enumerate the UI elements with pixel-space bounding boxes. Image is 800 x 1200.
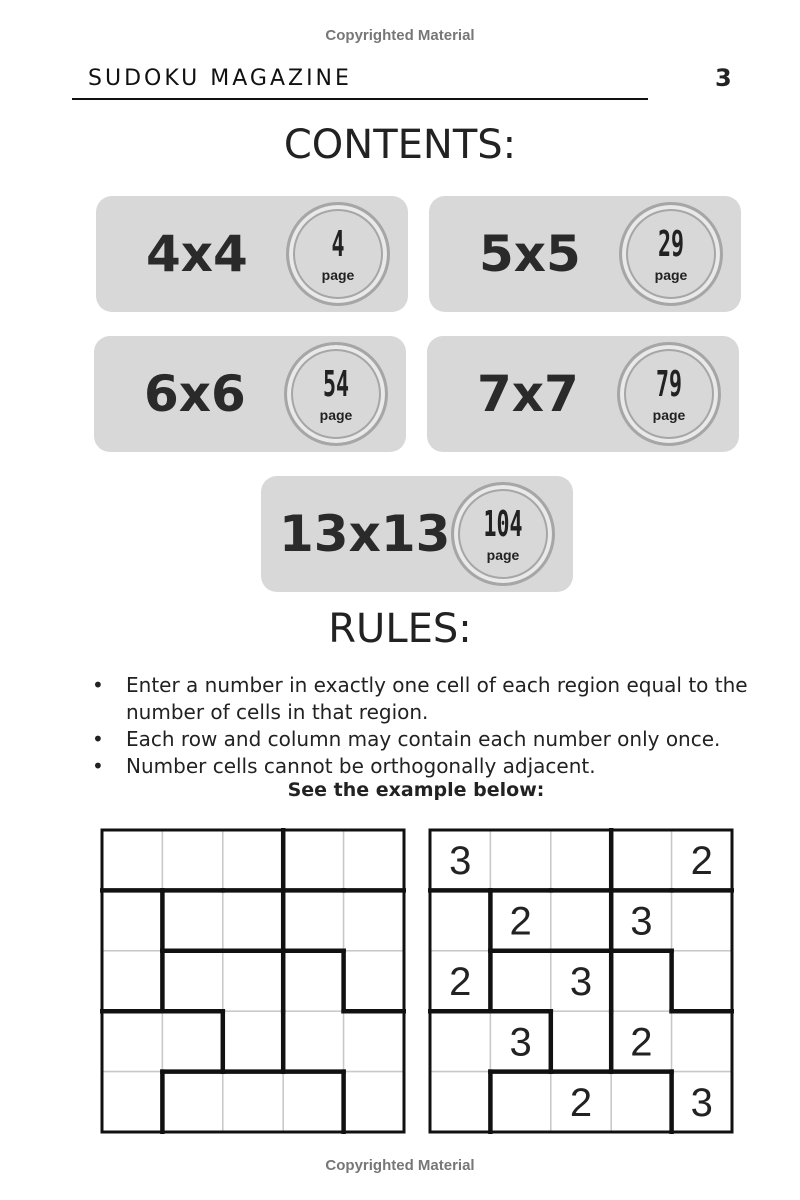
solution-digit: 2 — [630, 1020, 653, 1065]
grid-cell — [344, 1011, 404, 1071]
grid-cell — [672, 951, 732, 1011]
page-badge-label: page — [319, 407, 353, 423]
page-badge — [284, 342, 388, 446]
example-solution-grid — [428, 828, 734, 1134]
page-badge — [451, 482, 555, 586]
header-divider — [72, 98, 648, 100]
rule-text: Enter a number in exactly one cell of each region equal to the number of cells in that region. — [126, 673, 748, 724]
puzzle-size-label: 5x5 — [479, 225, 581, 283]
puzzle-size-label: 7x7 — [477, 365, 579, 423]
page-badge-label: page — [654, 267, 688, 283]
contents-item-13x13[interactable] — [261, 476, 573, 592]
grid-cell — [611, 951, 671, 1011]
rule-item — [92, 672, 752, 726]
contents-item-5x5[interactable] — [429, 196, 741, 312]
grid-cell — [283, 830, 343, 890]
rule-item — [92, 726, 752, 753]
grid-cell — [102, 1072, 162, 1132]
page-number: 3 — [715, 64, 732, 92]
contents-heading: CONTENTS: — [283, 122, 517, 168]
grid-cell — [672, 890, 732, 950]
page-badge-number: 29 — [657, 224, 685, 265]
bullet-icon: • — [92, 673, 104, 697]
grid-cell — [344, 1072, 404, 1132]
page-badge-number: 79 — [655, 364, 683, 405]
grid-cell — [283, 951, 343, 1011]
page-badge-number: 104 — [483, 504, 523, 545]
grid-cell — [162, 1072, 222, 1132]
grid-cell — [611, 1072, 671, 1132]
rule-text: Each row and column may contain each number only once. — [126, 727, 721, 751]
rules-heading: RULES: — [328, 606, 472, 652]
solution-digit: 3 — [449, 839, 472, 884]
grid-cell — [223, 951, 283, 1011]
rule-item — [92, 753, 752, 780]
grid-cell — [490, 830, 550, 890]
copyright-notice-bottom: Copyrighted Material — [325, 1157, 475, 1174]
grid-cell — [162, 830, 222, 890]
solution-digit: 3 — [509, 1020, 532, 1065]
grid-cell — [162, 951, 222, 1011]
grid-cell — [223, 830, 283, 890]
grid-cell — [283, 890, 343, 950]
contents-item-7x7[interactable] — [427, 336, 739, 452]
grid-cell — [344, 951, 404, 1011]
page-badge — [619, 202, 723, 306]
solution-digit: 3 — [630, 899, 653, 944]
page-badge — [617, 342, 721, 446]
rule-text: Number cells cannot be orthogonally adjacent. — [126, 754, 596, 778]
grid-cell — [223, 1072, 283, 1132]
grid-cell — [102, 1011, 162, 1071]
grid-cell — [283, 1011, 343, 1071]
contents-item-4x4[interactable] — [96, 196, 408, 312]
grid-cell — [102, 951, 162, 1011]
copyright-notice-top: Copyrighted Material — [325, 27, 475, 44]
solution-digit: 3 — [569, 960, 593, 1004]
bullet-icon: • — [92, 727, 104, 751]
grid-cell — [490, 951, 550, 1011]
grid-cell — [551, 830, 611, 890]
rules-list — [92, 672, 752, 780]
grid-cell — [344, 830, 404, 890]
grid-cell — [430, 1072, 490, 1132]
page-badge-number: 4 — [331, 224, 345, 265]
example-puzzle-grid — [100, 828, 406, 1134]
page-badge-number: 54 — [322, 364, 350, 405]
page-badge — [286, 202, 390, 306]
grid-cell — [551, 1011, 611, 1071]
page-badge-label: page — [321, 267, 355, 283]
solution-digit: 2 — [449, 960, 472, 1004]
grid-cell — [430, 890, 490, 950]
grid-cell — [344, 890, 404, 950]
grid-cell — [283, 1072, 343, 1132]
grid-cell — [102, 890, 162, 950]
puzzle-size-label: 4x4 — [146, 225, 248, 283]
grid-cell — [223, 1011, 283, 1071]
solution-digit: 3 — [690, 1080, 713, 1125]
magazine-title: SUDOKU MAGAZINE — [88, 66, 352, 91]
grid-cell — [490, 1072, 550, 1132]
solution-digit: 2 — [569, 1080, 593, 1125]
grid-cell — [162, 890, 222, 950]
example-caption: See the example below: — [287, 779, 545, 801]
puzzle-size-label: 6x6 — [144, 365, 246, 423]
grid-cell — [223, 890, 283, 950]
grid-cell — [162, 1011, 222, 1071]
solution-digit: 2 — [509, 899, 532, 944]
grid-cell — [430, 1011, 490, 1071]
bullet-icon: • — [92, 754, 104, 778]
grid-cell — [672, 1011, 732, 1071]
contents-item-6x6[interactable] — [94, 336, 406, 452]
grid-cell — [611, 830, 671, 890]
grid-cell — [551, 890, 611, 950]
page-badge-label: page — [486, 547, 520, 563]
puzzle-size-label: 13x13 — [279, 505, 451, 563]
page-badge-label: page — [652, 407, 686, 423]
grid-cell — [102, 830, 162, 890]
solution-digit: 2 — [690, 839, 713, 884]
